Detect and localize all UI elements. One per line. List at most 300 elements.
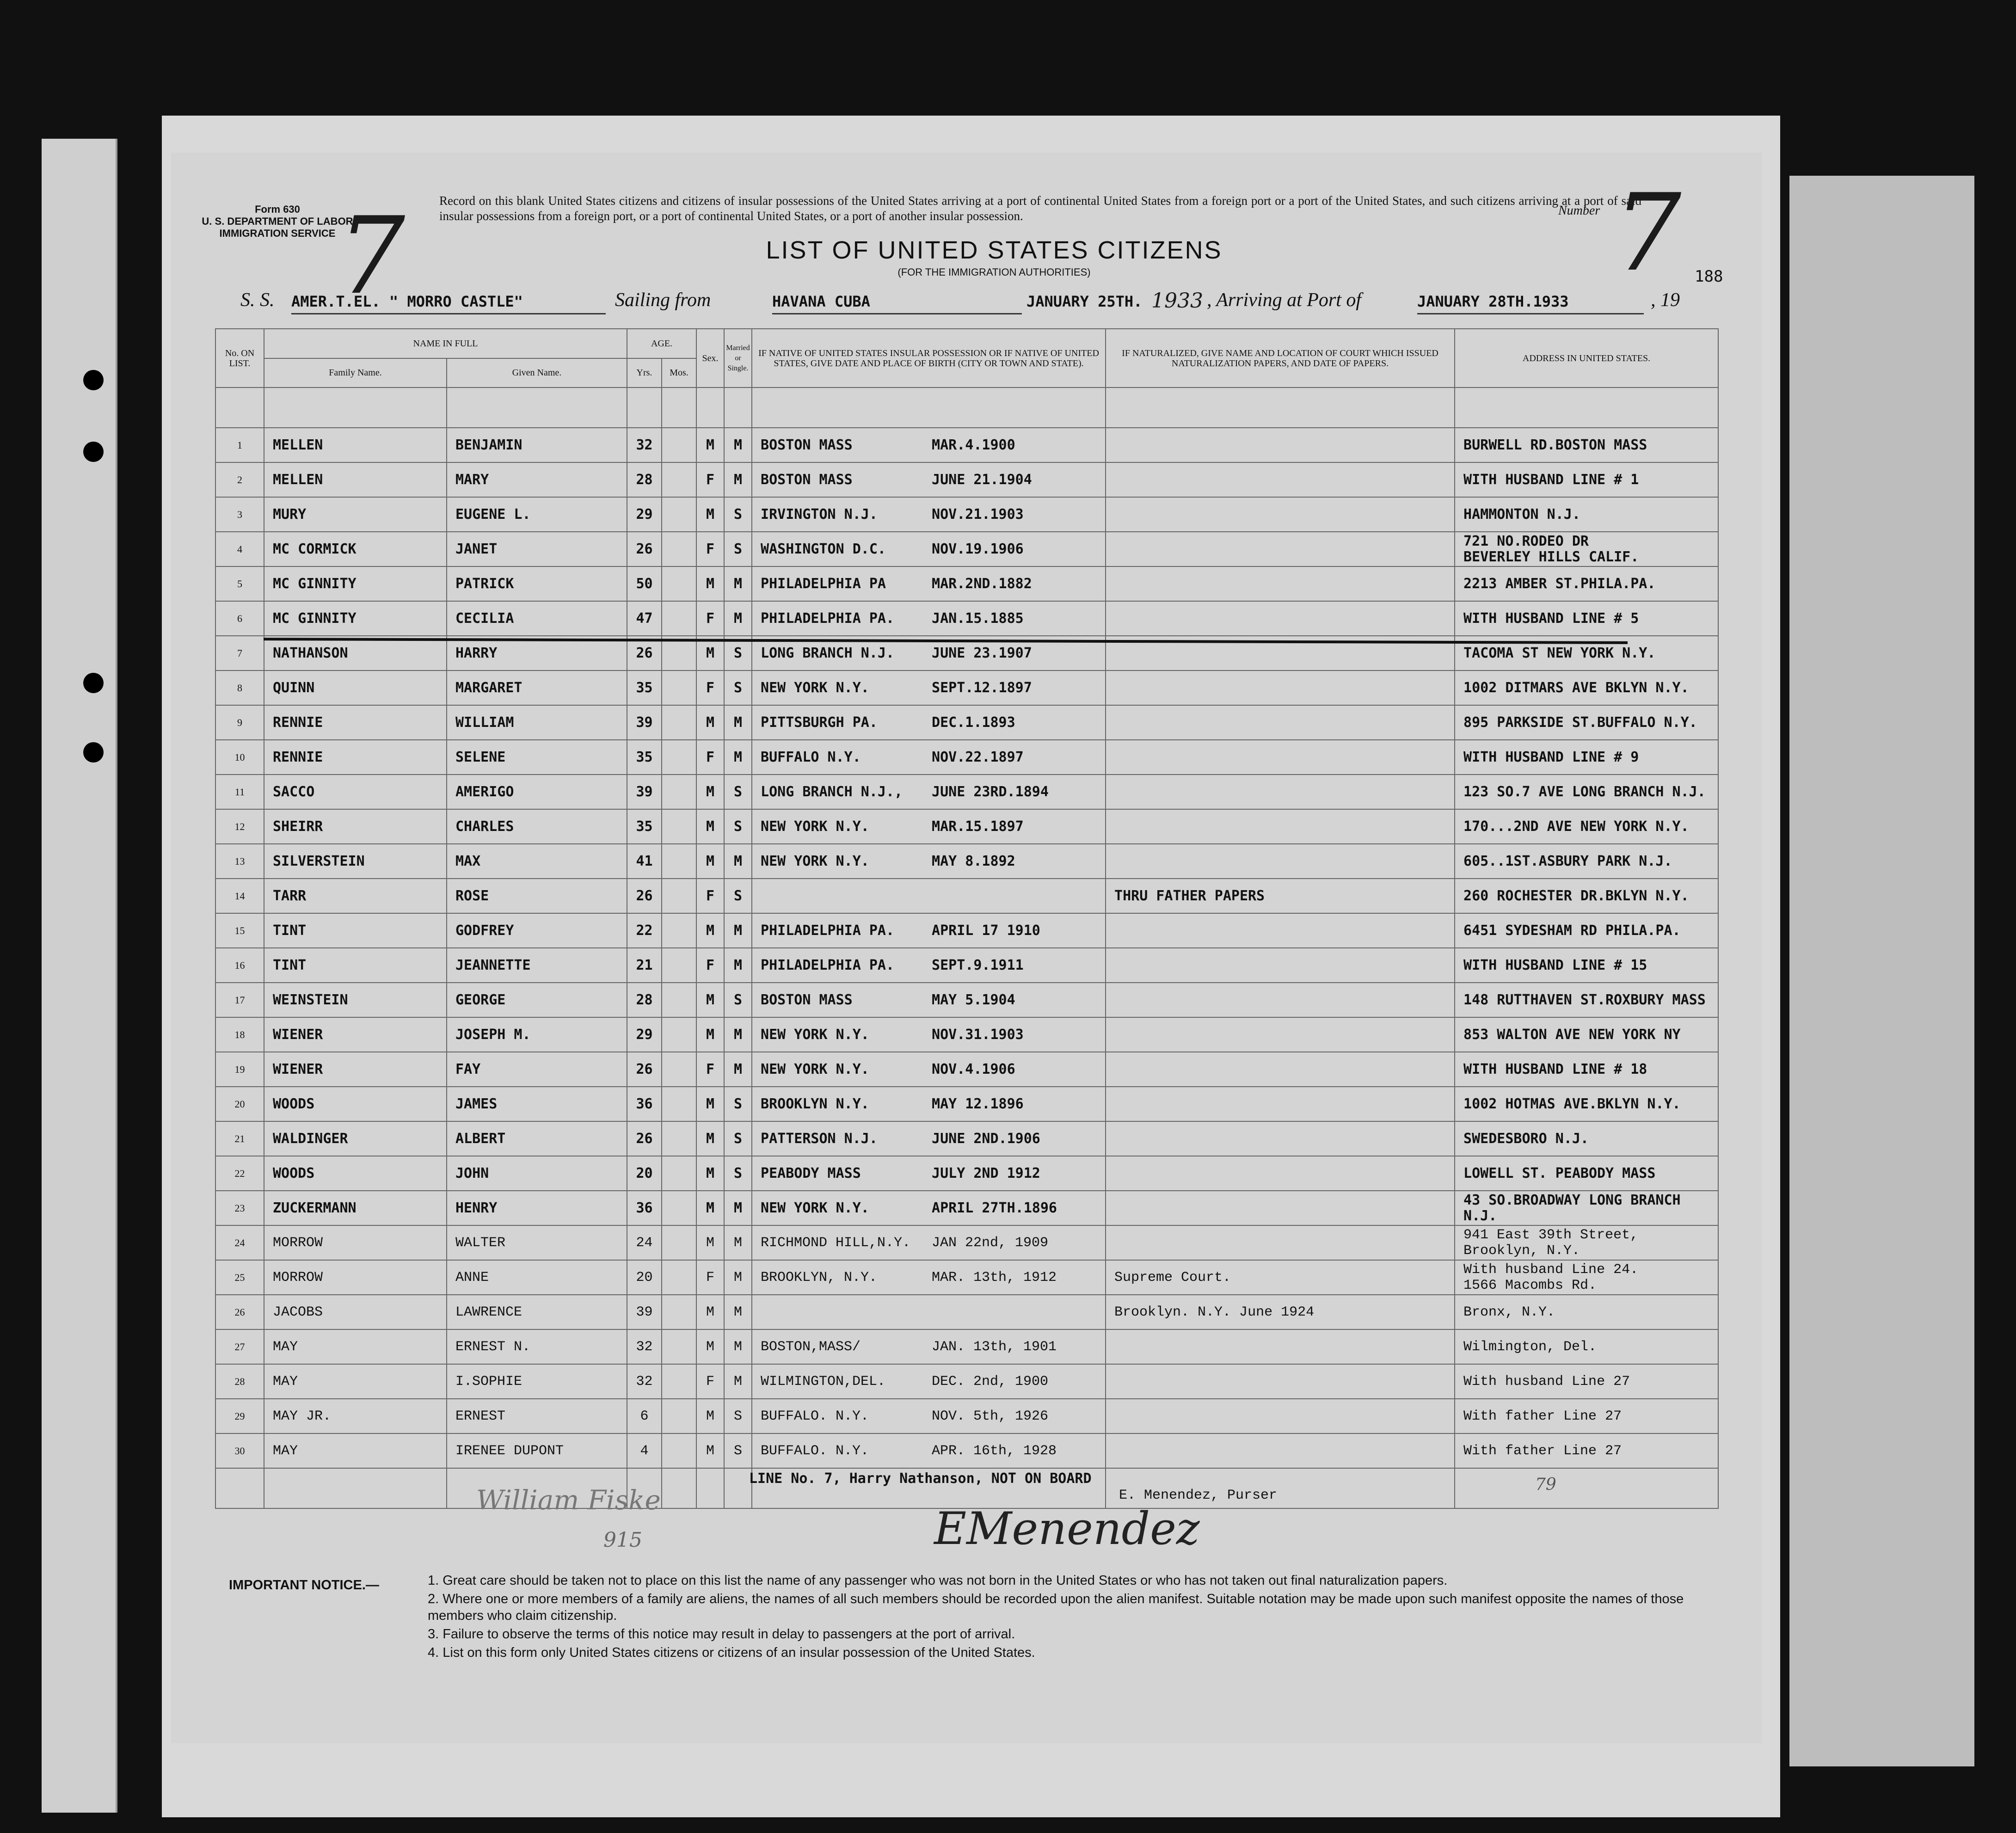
address: WITH HUSBAND LINE # 5 [1455,601,1718,636]
family-name: TARR [264,879,447,913]
family-name: RENNIE [264,740,447,775]
birth-place: WILMINGTON,DEL. [761,1373,886,1390]
naturalization [1106,1225,1455,1260]
age-years: 28 [627,462,662,497]
table-row [215,879,1718,913]
given-name: WALTER [447,1225,627,1260]
birth-place-date [752,601,1106,636]
birth-place-date [752,1017,1106,1052]
family-name: ZUCKERMANN [264,1191,447,1225]
family-name: WOODS [264,1156,447,1191]
age-years: 20 [627,1260,662,1295]
age-years: 39 [627,775,662,809]
naturalization [1106,1156,1455,1191]
marital-status: S [724,497,752,532]
given-name: JAMES [447,1087,627,1121]
family-name: MC GINNITY [264,601,447,636]
age-months [662,428,696,462]
table-row [215,740,1718,775]
naturalization [1106,740,1455,775]
given-name: BENJAMIN [447,428,627,462]
age-months [662,1225,696,1260]
family-name: WIENER [264,1017,447,1052]
birth-place-date [752,462,1106,497]
birth-place-date [752,913,1106,948]
birth-place: BROOKLYN, N.Y. [761,1269,878,1286]
row-number: 18 [215,1017,264,1052]
birth-place: NEW YORK N.Y. [761,1027,869,1043]
address: 853 WALTON AVE NEW YORK NY [1455,1017,1718,1052]
row-number: 3 [215,497,264,532]
birth-place-date [752,1329,1106,1364]
row-number: 20 [215,1087,264,1121]
sex: M [696,1295,724,1329]
page-title: LIST OF UNITED STATES CITIZENS [766,236,1223,264]
family-name: QUINN [264,670,447,705]
marital-status: M [724,740,752,775]
age-months [662,1260,696,1295]
birth-place-date [752,879,1106,913]
sex: M [696,983,724,1017]
row-number: 11 [215,775,264,809]
given-name: GODFREY [447,913,627,948]
row-number: 7 [215,636,264,670]
age-months [662,740,696,775]
address: 605..1ST.ASBURY PARK N.J. [1455,844,1718,879]
table-row [215,913,1718,948]
marital-status: M [724,1017,752,1052]
notice-label: IMPORTANT NOTICE.— [229,1578,379,1593]
age-years: 32 [627,1364,662,1399]
birth-place: PEABODY MASS [761,1165,861,1181]
given-name: CECILIA [447,601,627,636]
sex: M [696,497,724,532]
sex: M [696,844,724,879]
form-id: Form 630 U. S. DEPARTMENT OF LABOR IMMIGRATION SERVICE [202,203,353,239]
family-name: SILVERSTEIN [264,844,447,879]
birth-place: NEW YORK N.Y. [761,853,869,869]
marital-status: S [724,1121,752,1156]
family-name: MORROW [264,1260,447,1295]
age-months [662,601,696,636]
sex: M [696,1121,724,1156]
naturalization [1106,462,1455,497]
address: With father Line 27 [1455,1433,1718,1468]
binder-hole [83,442,104,462]
age-years: 39 [627,1295,662,1329]
birth-date: JUNE 2ND.1906 [932,1131,1040,1147]
birth-place-date [752,809,1106,844]
age-months [662,1156,696,1191]
table-row [215,601,1718,636]
marital-status: S [724,1156,752,1191]
given-name: HARRY [447,636,627,670]
col-given-header: Given Name. [447,358,627,388]
arriving-label: , Arriving at Port of [1207,289,1362,311]
birth-date: NOV. 5th, 1926 [932,1408,1049,1424]
birth-place: PATTERSON N.J. [761,1131,878,1147]
age-years: 26 [627,1121,662,1156]
table-row [215,1399,1718,1433]
age-years: 28 [627,983,662,1017]
naturalization [1106,1017,1455,1052]
birth-date: NOV.19.1906 [932,541,1024,557]
sex: M [696,1399,724,1433]
birth-place: BOSTON,MASS/ [761,1339,861,1355]
row-number: 16 [215,948,264,983]
age-months [662,1433,696,1468]
birth-place-date [752,497,1106,532]
address: Bronx, N.Y. [1455,1295,1718,1329]
naturalization [1106,1087,1455,1121]
notice-item: 1. Great care should be taken not to place on this list the name of any passenger who was not born in the United States or who has not taken out final naturalization papers. [428,1573,1448,1588]
col-naturalized-header: IF NATURALIZED, GIVE NAME AND LOCATION OF COURT WHICH ISSUED NATURALIZATION PAPERS, AND DATE OF PAPERS. [1106,329,1455,388]
left-handwritten-number: 7 [338,195,406,318]
birth-place-date [752,1087,1106,1121]
birth-place: PHILADELPHIA PA. [761,923,894,939]
birth-place-date [752,566,1106,601]
age-months [662,497,696,532]
age-years: 29 [627,497,662,532]
birth-place: BOSTON MASS [761,992,853,1008]
row-number: 27 [215,1329,264,1364]
row-number: 24 [215,1225,264,1260]
address: 123 SO.7 AVE LONG BRANCH N.J. [1455,775,1718,809]
table-row [215,497,1718,532]
birth-place: PHILADELPHIA PA [761,576,886,592]
birth-date: APRIL 17 1910 [932,923,1040,939]
footer-purser: E. Menendez, Purser [1119,1488,1278,1503]
marital-status: S [724,879,752,913]
table-row [215,462,1718,497]
birth-date: JULY 2ND 1912 [932,1165,1040,1181]
age-months [662,913,696,948]
age-months [662,1087,696,1121]
row-number: 15 [215,913,264,948]
address: BURWELL RD.BOSTON MASS [1455,428,1718,462]
age-months [662,809,696,844]
address: 170...2ND AVE NEW YORK N.Y. [1455,809,1718,844]
birth-place-date [752,1121,1106,1156]
address: 2213 AMBER ST.PHILA.PA. [1455,566,1718,601]
sex: F [696,670,724,705]
age-years: 26 [627,532,662,566]
row-number: 17 [215,983,264,1017]
age-years: 6 [627,1399,662,1433]
col-yrs-header: Yrs. [627,358,662,388]
sex: M [696,1087,724,1121]
age-months [662,566,696,601]
age-months [662,462,696,497]
address: SWEDESBORO N.J. [1455,1121,1718,1156]
family-name: MELLEN [264,462,447,497]
birth-date: DEC. 2nd, 1900 [932,1373,1049,1390]
binder-hole [83,673,104,693]
address: 941 East 39th Street, Brooklyn, N.Y. [1455,1225,1718,1260]
address: WITH HUSBAND LINE # 9 [1455,740,1718,775]
marital-status: M [724,948,752,983]
sailing-date: JANUARY 25TH. [1026,293,1143,310]
table-row [215,1225,1718,1260]
family-name: MELLEN [264,428,447,462]
table-row [215,775,1718,809]
birth-place: PHILADELPHIA PA. [761,610,894,627]
sailing-year: 1933 [1151,289,1203,313]
birth-place-date [752,705,1106,740]
family-name: MAY [264,1364,447,1399]
sailing-from-label: Sailing from [615,289,711,311]
year-label: , 19 [1651,289,1680,311]
birth-date: APR. 16th, 1928 [932,1443,1057,1459]
row-number: 2 [215,462,264,497]
birth-place-date [752,1156,1106,1191]
col-name-header: NAME IN FULL [264,329,627,358]
age-months [662,983,696,1017]
table-row [215,1156,1718,1191]
birth-place-date [752,1225,1106,1260]
binder-hole [83,370,104,390]
naturalization [1106,705,1455,740]
row-number: 6 [215,601,264,636]
birth-place: BOSTON MASS [761,472,853,488]
marital-status: M [724,705,752,740]
table-row [215,1295,1718,1329]
address: 260 ROCHESTER DR.BKLYN N.Y. [1455,879,1718,913]
notice-item: 4. List on this form only United States citizens or citizens of an insular possession of the United States. [428,1645,1035,1660]
table-row [215,1052,1718,1087]
birth-place: RICHMOND HILL,N.Y. [761,1235,911,1251]
naturalization [1106,1121,1455,1156]
given-name: JEANNETTE [447,948,627,983]
given-name: PATRICK [447,566,627,601]
birth-date: APRIL 27TH.1896 [932,1200,1057,1216]
sex: M [696,1433,724,1468]
birth-place-date [752,1364,1106,1399]
row-number: 19 [215,1052,264,1087]
table-row [215,1191,1718,1225]
table-row [215,844,1718,879]
given-name: ERNEST [447,1399,627,1433]
sex: M [696,1191,724,1225]
given-name: ALBERT [447,1121,627,1156]
row-number: 28 [215,1364,264,1399]
row-number: 12 [215,809,264,844]
marital-status: M [724,428,752,462]
sex: F [696,879,724,913]
age-years: 26 [627,879,662,913]
birth-place: PITTSBURGH PA. [761,714,878,731]
sex: F [696,1052,724,1087]
vessel-name: AMER.T.EL. " MORRO CASTLE" [291,293,523,310]
naturalization [1106,1329,1455,1364]
notice-item: 2. Where one or more members of a family are aliens, the names of all such members should be recorded upon the alien manifest. Suitable notation may be made upon such manifest opposite the names of those members who claim citizenship. [428,1592,1684,1623]
notice-item: 3. Failure to observe the terms of this notice may result in delay to passengers at the port of arrival. [428,1627,1015,1642]
age-years: 32 [627,1329,662,1364]
naturalization [1106,601,1455,636]
passenger-table [215,328,1719,1509]
naturalization [1106,1052,1455,1087]
address: 6451 SYDESHAM RD PHILA.PA. [1455,913,1718,948]
row-number: 10 [215,740,264,775]
naturalization: THRU FATHER PAPERS [1106,879,1455,913]
binder-strip [42,139,117,1813]
birth-place: IRVINGTON N.J. [761,506,878,523]
naturalization [1106,497,1455,532]
table-row [215,532,1718,566]
row-number: 4 [215,532,264,566]
age-months [662,844,696,879]
row-number: 9 [215,705,264,740]
row-number: 13 [215,844,264,879]
table-row [215,983,1718,1017]
address: HAMMONTON N.J. [1455,497,1718,532]
marital-status: M [724,1225,752,1260]
table-row [215,1121,1718,1156]
address: With husband Line 24. 1566 Macombs Rd. [1455,1260,1718,1295]
address: TACOMA ST NEW YORK N.Y. [1455,636,1718,670]
age-years: 4 [627,1433,662,1468]
age-months [662,948,696,983]
age-years: 22 [627,913,662,948]
table-row [215,1087,1718,1121]
row-number: 29 [215,1399,264,1433]
age-years: 21 [627,948,662,983]
naturalization [1106,809,1455,844]
address: 1002 HOTMAS AVE.BKLYN N.Y. [1455,1087,1718,1121]
age-years: 35 [627,809,662,844]
col-family-header: Family Name. [264,358,447,388]
col-married-header: Married or Single. [724,329,752,388]
footer-line-note: LINE No. 7, Harry Nathanson, NOT ON BOARD [749,1470,1092,1487]
marital-status: M [724,1191,752,1225]
age-months [662,1295,696,1329]
sex: M [696,1225,724,1260]
sex: F [696,948,724,983]
marital-status: S [724,636,752,670]
purser-signature: EMenendez [934,1503,1200,1555]
birth-place: BUFFALO. N.Y. [761,1408,869,1424]
marital-status: M [724,1260,752,1295]
family-name: NATHANSON [264,636,447,670]
family-name: TINT [264,948,447,983]
family-name: WALDINGER [264,1121,447,1156]
given-name: EUGENE L. [447,497,627,532]
birth-date: DEC.1.1893 [932,714,1015,731]
marital-status: M [724,844,752,879]
birth-place: LONG BRANCH N.J., [761,784,903,800]
port-from: HAVANA CUBA [772,293,870,310]
right-handwritten-number: 7 [1614,172,1682,295]
given-name: ANNE [447,1260,627,1295]
page-stamp: 188 [1695,267,1723,286]
marital-status: S [724,983,752,1017]
age-years: 36 [627,1191,662,1225]
family-name: SHEIRR [264,809,447,844]
paper-edge-right [1789,176,1974,1766]
row-number: 5 [215,566,264,601]
family-name: TINT [264,913,447,948]
naturalization [1106,670,1455,705]
birth-place-date [752,1433,1106,1468]
sex: F [696,740,724,775]
table-row [215,705,1718,740]
binder-hole [83,742,104,763]
age-months [662,670,696,705]
sex: M [696,428,724,462]
age-years: 24 [627,1225,662,1260]
sex: F [696,532,724,566]
sex: M [696,636,724,670]
address: 721 NO.RODEO DR BEVERLEY HILLS CALIF. [1455,532,1718,566]
given-name: GEORGE [447,983,627,1017]
birth-place-date [752,532,1106,566]
table-row [215,1260,1718,1295]
birth-date: SEPT.9.1911 [932,957,1024,973]
birth-date: JAN.15.1885 [932,610,1024,627]
family-name: WEINSTEIN [264,983,447,1017]
naturalization [1106,566,1455,601]
birth-place-date [752,740,1106,775]
sex: M [696,566,724,601]
marital-status: S [724,1399,752,1433]
birth-date: JUNE 23RD.1894 [932,784,1049,800]
row-number: 30 [215,1433,264,1468]
birth-date: MAR.15.1897 [932,818,1024,835]
family-name: MAY [264,1329,447,1364]
col-address-header: ADDRESS IN UNITED STATES. [1455,329,1718,388]
family-name: MC CORMICK [264,532,447,566]
naturalization [1106,1364,1455,1399]
table-row [215,809,1718,844]
naturalization [1106,1191,1455,1225]
sex: F [696,462,724,497]
family-name: WIENER [264,1052,447,1087]
age-years: 26 [627,636,662,670]
arrival-date: JANUARY 28TH.1933 [1417,293,1569,310]
age-years: 20 [627,1156,662,1191]
birth-place-date [752,775,1106,809]
sex: M [696,1017,724,1052]
row-number: 23 [215,1191,264,1225]
birth-place-date [752,948,1106,983]
birth-place: NEW YORK N.Y. [761,680,869,696]
birth-place: BOSTON MASS [761,437,853,453]
marital-status: S [724,1433,752,1468]
birth-date: SEPT.12.1897 [932,680,1032,696]
row-number: 21 [215,1121,264,1156]
age-months [662,1191,696,1225]
given-name: LAWRENCE [447,1295,627,1329]
age-months [662,1399,696,1433]
table-row [215,1433,1718,1468]
marital-status: M [724,462,752,497]
naturalization [1106,844,1455,879]
age-months [662,879,696,913]
birth-place-date [752,1052,1106,1087]
birth-date: MAR. 13th, 1912 [932,1269,1057,1286]
sex: M [696,705,724,740]
birth-date: NOV.4.1906 [932,1061,1015,1077]
birth-place: NEW YORK N.Y. [761,1200,869,1216]
row-number: 25 [215,1260,264,1295]
family-name: WOODS [264,1087,447,1121]
naturalization: Supreme Court. [1106,1260,1455,1295]
table-row [215,670,1718,705]
address: WITH HUSBAND LINE # 18 [1455,1052,1718,1087]
address: 1002 DITMARS AVE BKLYN N.Y. [1455,670,1718,705]
birth-place: NEW YORK N.Y. [761,818,869,835]
col-birth-header: IF NATIVE OF UNITED STATES INSULAR POSSESSION OR IF NATIVE OF UNITED STATES, GIVE DATE AND PLACE OF BIRTH (CITY OR TOWN AND STATE). [752,329,1106,388]
